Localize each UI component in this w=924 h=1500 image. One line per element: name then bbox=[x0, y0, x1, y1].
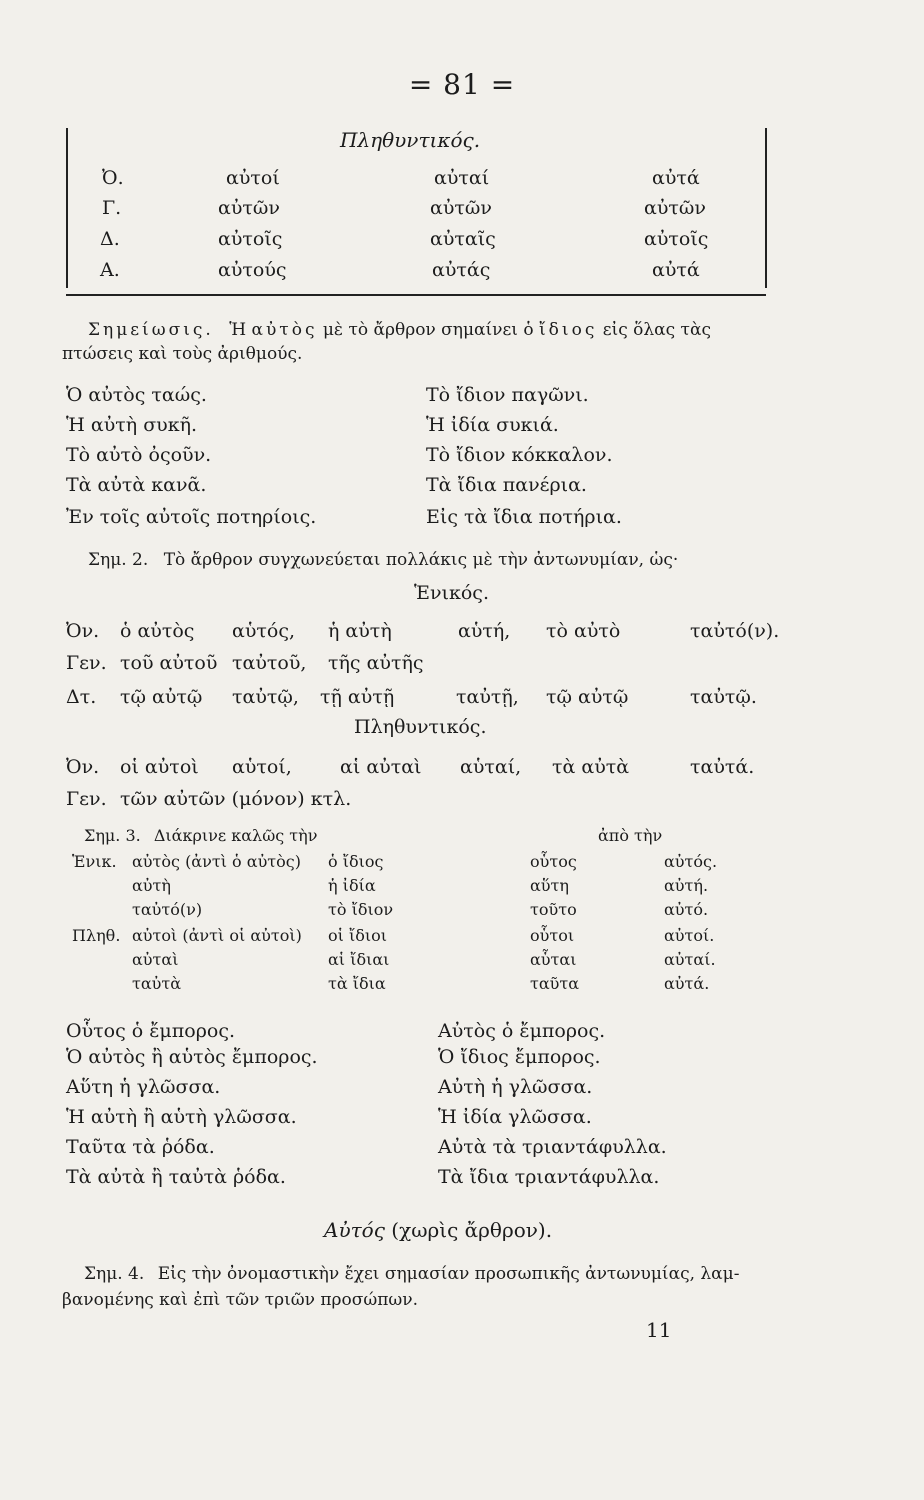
table-cell: αὐτῶν bbox=[430, 197, 492, 219]
table-case: Γ. bbox=[102, 197, 122, 219]
example-left: Ἡ αὐτὴ συκῆ. bbox=[66, 414, 198, 436]
note1-text: μὲ τὸ ἄρθρον σημαίνει ὁ bbox=[322, 320, 534, 340]
note2-label: Σημ. 2. bbox=[88, 550, 149, 570]
table-case: Δ. bbox=[100, 228, 120, 250]
note3-form: αὐτὸς (ἀντὶ ὁ αὐτὸς) bbox=[132, 852, 301, 871]
note3-label: Σημ. 3. bbox=[84, 826, 141, 845]
note3-form: αἱ ἴδιαι bbox=[328, 950, 390, 969]
declension-form: τῇ αὐτῇ bbox=[320, 686, 395, 708]
note3-form: αὐτή. bbox=[664, 876, 709, 895]
declension-form: οἱ αὐτοὶ bbox=[120, 756, 199, 778]
note1-text: εἰς ὅλας τὰς bbox=[602, 320, 711, 340]
table-cell: αὐταῖς bbox=[430, 228, 496, 250]
note3-form: οἱ ἴδιοι bbox=[328, 926, 388, 945]
example-left: Αὕτη ἡ γλῶσσα. bbox=[66, 1076, 221, 1098]
example-left: Ταῦτα τὰ ῥόδα. bbox=[66, 1136, 215, 1158]
example-right: Τὸ ἴδιον παγῶνι. bbox=[426, 384, 589, 406]
example-right: Αὐτὰ τὰ τριαντάφυλλα. bbox=[438, 1136, 667, 1158]
example-left: Οὗτος ὁ ἔμπορος. bbox=[66, 1020, 235, 1042]
declension-form: αἱ αὐταὶ bbox=[340, 756, 422, 778]
declension-case: Γεν. bbox=[66, 788, 107, 810]
note3-form: αὐταί. bbox=[664, 950, 716, 969]
declension-form: ταὐτῷ, bbox=[232, 686, 299, 708]
note3-form: ὁ ἴδιος bbox=[328, 852, 384, 871]
declension-form: ὁ αὐτὸς bbox=[120, 620, 195, 642]
note3-form: αὐτὴ bbox=[132, 876, 171, 895]
note3-form: αὕτη bbox=[530, 876, 569, 895]
note3-form: αὐταὶ bbox=[132, 950, 179, 969]
declension-form: ἡ αὐτὴ bbox=[328, 620, 392, 642]
example-left: Ὁ αὐτὸς ἢ αὑτὸς ἔμπορος. bbox=[66, 1046, 318, 1068]
declension-form: ταὐτό(ν). bbox=[690, 620, 780, 642]
table-case: Α. bbox=[100, 259, 120, 281]
example-left: Ὁ αὐτὸς ταώς. bbox=[66, 384, 207, 406]
singular-heading: Ἑνικός. bbox=[414, 582, 489, 604]
note1-line1 bbox=[88, 320, 711, 340]
plural-heading: Πληθυντικός. bbox=[354, 716, 487, 738]
declension-form: τῶν αὐτῶν (μόνον) κτλ. bbox=[120, 788, 352, 810]
declension-form: τὸ αὐτὸ bbox=[546, 620, 621, 642]
note3-text: Διάκρινε καλῶς τὴν bbox=[153, 826, 318, 845]
example-right: Αὐτὴ ἡ γλῶσσα. bbox=[438, 1076, 593, 1098]
note4-label: Σημ. 4. bbox=[84, 1264, 145, 1284]
note3-number: Πληθ. bbox=[72, 926, 121, 945]
note3-form: τὰ ἴδια bbox=[328, 974, 386, 993]
declension-form: αὑτοί, bbox=[232, 756, 292, 778]
example-right: Τὸ ἴδιον κόκκαλον. bbox=[426, 444, 613, 466]
note1-label: Σημείωσις. bbox=[88, 320, 214, 340]
note3-number: Ἑνικ. bbox=[72, 852, 117, 871]
note1-line2: πτώσεις καὶ τοὺς ἀριθμούς. bbox=[62, 344, 303, 364]
example-right: Ἡ ἰδία συκιά. bbox=[426, 414, 559, 436]
example-left: Τὰ αὐτὰ κανᾶ. bbox=[66, 474, 207, 496]
note3-form: οὗτοι bbox=[530, 926, 575, 945]
note3-form: αὐτός. bbox=[664, 852, 718, 871]
declension-form: τῷ αὐτῷ bbox=[120, 686, 203, 708]
example-right: Τὰ ἴδια πανέρια. bbox=[426, 474, 587, 496]
declension-form: αὑτή, bbox=[458, 620, 511, 642]
note3-form: ταὐτὰ bbox=[132, 974, 182, 993]
table-cell: αὐτοῖς bbox=[218, 228, 283, 250]
example-right: Εἰς τὰ ἴδια ποτήρια. bbox=[426, 506, 622, 528]
note3-form: αὐτά. bbox=[664, 974, 710, 993]
table-cell: αὐτοί bbox=[226, 167, 280, 189]
note3-form: ἡ ἰδία bbox=[328, 876, 376, 895]
declension-case: Γεν. bbox=[66, 652, 107, 674]
note3-form: αὐτοί. bbox=[664, 926, 715, 945]
example-right: Ἡ ἰδία γλῶσσα. bbox=[438, 1106, 592, 1128]
autos-heading bbox=[324, 1218, 552, 1242]
example-left: Ἡ αὐτὴ ἢ αὑτὴ γλῶσσα. bbox=[66, 1106, 297, 1128]
table-cell: αὐταί bbox=[434, 167, 490, 189]
note3-form: ταῦτα bbox=[530, 974, 580, 993]
page-number: = 81 = bbox=[408, 68, 516, 101]
note3-form: αὐτό. bbox=[664, 900, 709, 919]
note1-word: ἴδιος bbox=[539, 320, 598, 340]
table-cell: αὐτά bbox=[652, 259, 700, 281]
note3-apo: ἀπὸ τὴν bbox=[598, 826, 663, 845]
note2-line bbox=[88, 550, 678, 570]
note3-form: τοῦτο bbox=[530, 900, 577, 919]
declension-form: ταὐτοῦ, bbox=[232, 652, 307, 674]
note2-text: Τὸ ἄρθρον συγχωνεύεται πολλάκις μὲ τὴν ἀντωνυμίαν, ὡς· bbox=[163, 550, 679, 570]
example-right: Ὁ ἴδιος ἔμπορος. bbox=[438, 1046, 601, 1068]
example-right: Τὰ ἴδια τριαντάφυλλα. bbox=[438, 1166, 660, 1188]
declension-form: ταὐτῷ. bbox=[690, 686, 757, 708]
signature-mark: 11 bbox=[646, 1318, 672, 1342]
note3-form: αὗται bbox=[530, 950, 577, 969]
autos-heading-word: Αὐτός bbox=[324, 1218, 385, 1242]
table-cell: αὐτοῖς bbox=[644, 228, 709, 250]
note3-form: αὐτοὶ (ἀντὶ οἱ αὐτοὶ) bbox=[132, 926, 302, 945]
declension-form: ταὐτῇ, bbox=[456, 686, 519, 708]
declension-case: Ὀν. bbox=[66, 756, 100, 778]
autos-heading-rest: (χωρὶς ἄρθρον). bbox=[391, 1218, 553, 1242]
note4-line1 bbox=[84, 1264, 739, 1284]
declension-form: τῆς αὐτῆς bbox=[328, 652, 424, 674]
note3-form: οὗτος bbox=[530, 852, 577, 871]
table-case: Ὀ. bbox=[102, 167, 124, 189]
declension-form: τῷ αὐτῷ bbox=[546, 686, 629, 708]
plural-table-title: Πληθυντικός. bbox=[340, 128, 481, 152]
declension-form: αὑτός, bbox=[232, 620, 296, 642]
table-cell: αὐτούς bbox=[218, 259, 287, 281]
note1-word: αὐτὸς bbox=[251, 320, 318, 340]
declension-form: τοῦ αὐτοῦ bbox=[120, 652, 218, 674]
table-cell: αὐτῶν bbox=[218, 197, 280, 219]
example-right: Αὐτὸς ὁ ἔμπορος. bbox=[438, 1020, 606, 1042]
table-cell: αὐτάς bbox=[432, 259, 491, 281]
example-left: Τὰ αὐτὰ ἢ ταὐτὰ ῥόδα. bbox=[66, 1166, 286, 1188]
declension-case: Δτ. bbox=[66, 686, 97, 708]
note3-line bbox=[84, 826, 317, 845]
table-cell: αὐτῶν bbox=[644, 197, 706, 219]
declension-form: τὰ αὐτὰ bbox=[552, 756, 630, 778]
declension-form: αὑταί, bbox=[460, 756, 522, 778]
table-cell: αὐτά bbox=[652, 167, 700, 189]
note1-text: Ἡ bbox=[229, 320, 247, 340]
declension-case: Ὀν. bbox=[66, 620, 100, 642]
example-left: Τὸ αὐτὸ ὀςοῦν. bbox=[66, 444, 212, 466]
note4-text: Εἰς τὴν ὀνομαστικὴν ἔχει σημασίαν προσωπικῆς ἀντωνυμίας, λαμ- bbox=[157, 1264, 740, 1284]
note4-line2: βανομένης καὶ ἐπὶ τῶν τριῶν προσώπων. bbox=[62, 1290, 419, 1310]
note3-form: ταὐτό(ν) bbox=[132, 900, 203, 919]
declension-form: ταὐτά. bbox=[690, 756, 755, 778]
example-left: Ἐν τοῖς αὐτοῖς ποτηρίοις. bbox=[66, 506, 317, 528]
note3-form: τὸ ἴδιον bbox=[328, 900, 394, 919]
section-divider bbox=[66, 294, 766, 296]
